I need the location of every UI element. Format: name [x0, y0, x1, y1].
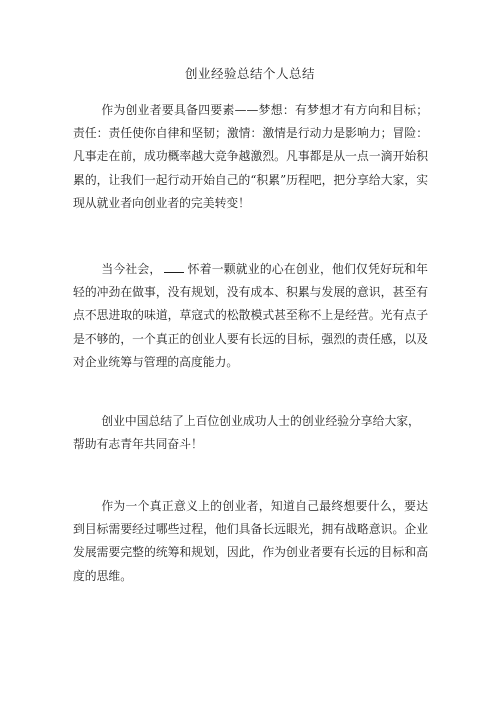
document-title: 创业经验总结个人总结: [184, 66, 315, 81]
paragraph-china-summary-line1: 创业中国总结了上百位创业成功人士的创业经验分享给大家，: [101, 414, 420, 428]
fill-in-blank: [164, 264, 184, 273]
paragraph-society-rest: 怀着一颗就业的心在创业，他们仅凭好玩和年轻的冲劲在做事，没有规划，没有成本、积累与发展的意识，甚至有点不思进取的味道，草寇式的松散模式甚至称不上是经营。光有点子是不够的，一个真正的创业人要有长远的目标，强烈的责任感，以及对企业统筹与管理的高度能力。: [73, 262, 428, 369]
paragraph-china-summary: [73, 410, 428, 456]
paragraph-society: [73, 258, 428, 374]
paragraph-true-entrepreneur: 作为一个真正意义上的创业者，知道自己最终想要什么，要达到目标需要经过哪些过程，他们具备长远眼光，拥有战略意识。企业发展需要完整的统筹和规划，因此，作为创业者要有长远的目标和高度的思维。: [73, 499, 428, 583]
paragraph-china-summary-line2: 帮助有志青年共同奋斗！: [73, 437, 203, 452]
paragraph-society-start: 当今社会，: [101, 262, 162, 276]
paragraph-four-elements: 作为创业者要具备四要素——梦想：有梦想才有方向和目标；责任：责任使你自律和坚韧；激情：激情是行动力是影响力；冒险：凡事走在前，成功概率越大竞争越激烈。凡事都是从一点一滴开始积累的，让我们一起行动开始自己的“积累”历程吧，把分享给大家，实现从就业者向创业者的完美转变！: [73, 103, 428, 210]
